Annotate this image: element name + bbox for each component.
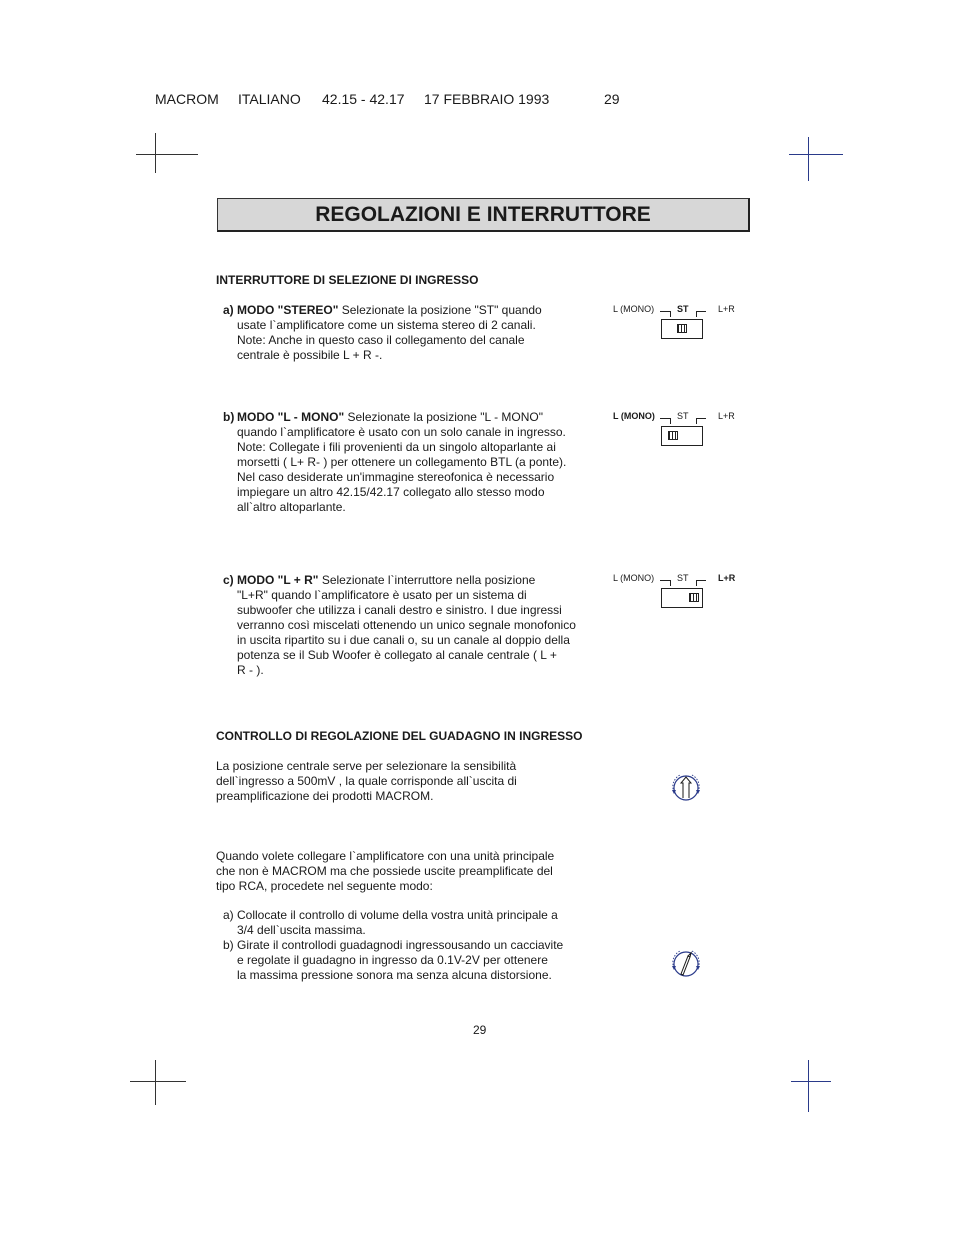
switch-label-lr: L+R: [718, 411, 735, 421]
title-banner: [217, 198, 750, 232]
slide-switch-icon: [661, 426, 703, 446]
item-label: b): [223, 410, 235, 424]
switch-label-st: ST: [677, 411, 689, 421]
switch-diagram-mono: [610, 409, 740, 449]
switch-label-lr: L+R: [718, 304, 735, 314]
slide-switch-icon: [661, 588, 703, 608]
header-date: 17 FEBBRAIO 1993: [424, 91, 550, 107]
item-mode: MODO "STEREO": [237, 303, 339, 317]
item-label: c): [223, 573, 234, 587]
switch-diagram-stereo: [610, 302, 740, 342]
switch-label-mono: L (MONO): [613, 304, 655, 314]
item-mode: MODO "L - MONO": [237, 410, 345, 424]
header-page: 29: [604, 91, 620, 107]
switch-diagram-lr: [610, 571, 740, 611]
section-heading-input-selector: INTERRUTTORE DI SELEZIONE DI INGRESSO: [216, 273, 479, 287]
item-mode: MODO "L + R": [237, 573, 319, 587]
switch-label-st: ST: [677, 304, 689, 314]
paragraph-sensitivity: La posizione centrale serve per selezionare la sensibilità dell`ingresso a 500mV , la quale corrisponde all`uscita di preamplificazione dei prodotti MACROM.: [216, 759, 517, 803]
paragraph-connection: Quando volete collegare l`amplificatore con una unità principale che non è MACROM ma che possiede uscite preamplificate del tipo RCA, procedete nel seguente modo:: [216, 849, 555, 893]
page-number: 29: [473, 1023, 487, 1037]
slide-switch-icon: [661, 319, 703, 339]
page-title: REGOLAZIONI E INTERRUTTORE: [315, 202, 651, 226]
section-heading-gain-control: CONTROLLO DI REGOLAZIONE DEL GUADAGNO IN INGRESSO: [216, 729, 583, 743]
item-label: a): [223, 303, 234, 317]
page-header: [155, 91, 620, 187]
header-brand: MACROM: [155, 91, 219, 107]
gain-knob-rotated-icon: [666, 946, 706, 982]
gain-knob-center-icon: [666, 770, 706, 806]
header-models: 42.15 - 42.17: [322, 91, 405, 107]
switch-label-lr: L+R: [718, 573, 736, 583]
header-language: ITALIANO: [238, 91, 301, 107]
switch-label-mono: L (MONO): [613, 411, 655, 421]
switch-label-st: ST: [677, 573, 689, 583]
switch-label-mono: L (MONO): [613, 573, 655, 583]
